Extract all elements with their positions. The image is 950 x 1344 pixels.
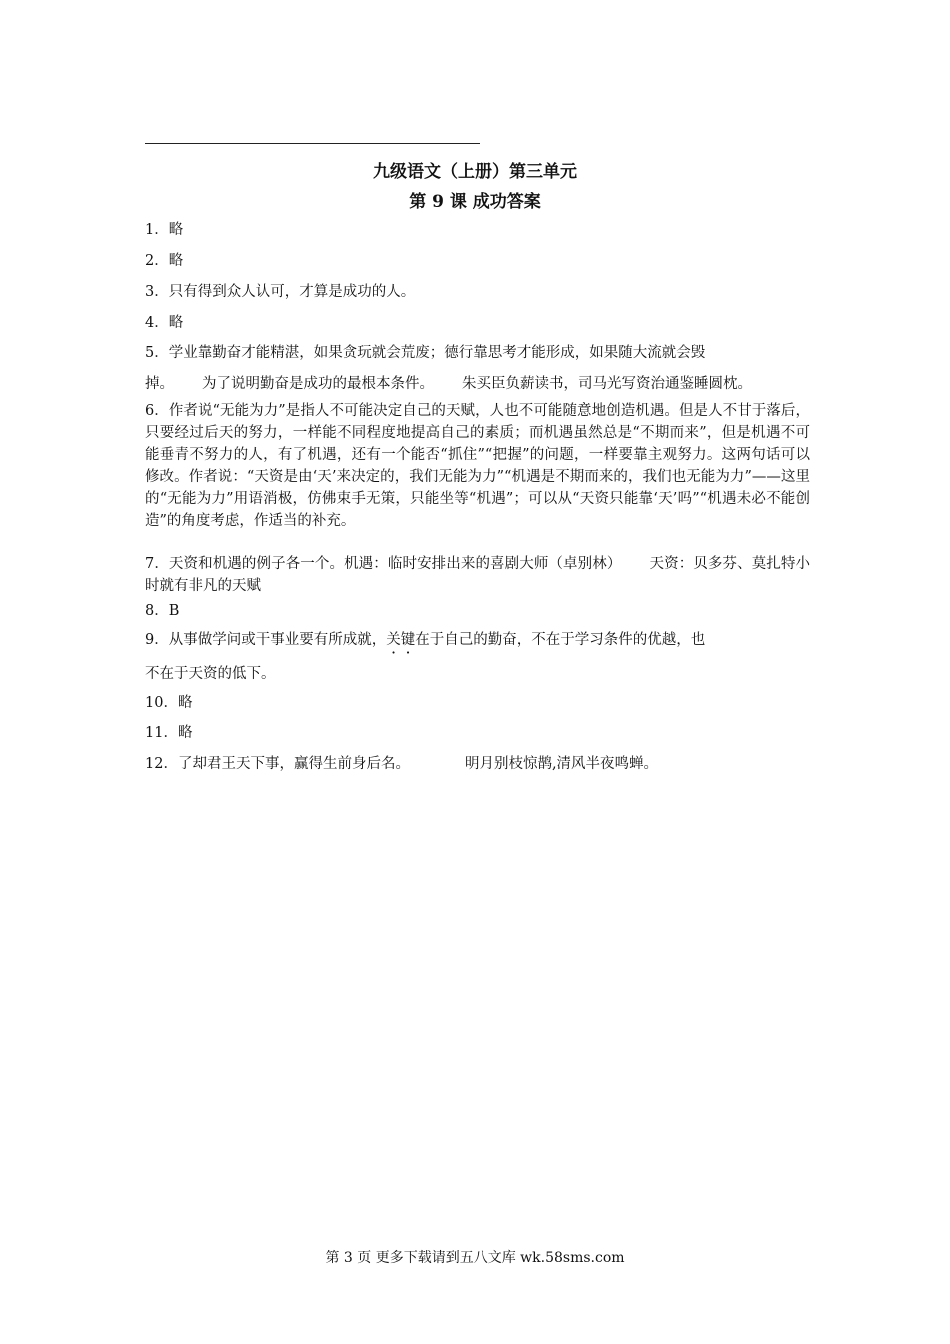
answer-1: 1．略 [145, 222, 184, 238]
answer-9-pre: 9．从事做学问或干事业要有所成就， [145, 632, 387, 648]
answer-12-part-b: 明月别枝惊鹊,清风半夜鸣蝉。 [464, 756, 659, 772]
lesson-subtitle: 第 9 课 成功答案 [409, 192, 541, 212]
answer-6: 6．作者说“无能为力”是指人不可能决定自己的天赋，人也不可能随意地创造机遇。但是人不甘于落后，只要经过后天的努力，一样能不同程度地提高自己的素质；而机遇虽然总是“不期而来”，但是机遇不可能垂青不努力的人，有了机遇，还有一个能否“抓住”“把握”的问题，一样要靠主观努力。这两句话可以修改。作者说：“天资是由‘天’来决定的，我们无能为力”“机遇是不期而来的，我们也无能为力”——这里的“无能为力”用语消极，仿佛束手无策，只能坐等“机遇”；可以从“天资只能靠‘天’吗”“机遇未必不能创造”的角度考虑，作适当的补充。 [145, 403, 810, 529]
page-title: 九级语文（上册）第三单元 [373, 162, 577, 182]
answer-5-part-a: 掉。 [145, 376, 174, 392]
answer-5-part-c: 朱买臣负薪读书，司马光写资治通鉴睡圆枕。 [462, 376, 752, 392]
answer-9-post: 在于自己的勤奋，不在于学习条件的优越，也 [415, 632, 706, 648]
answer-7-part-a: 7．天资和机遇的例子各一个。机遇：临时安排出来的喜剧大师（卓别林） [145, 556, 622, 572]
answer-9-line-1 [145, 630, 705, 650]
emphasis-char-2: 键 [400, 632, 416, 648]
answer-9-line-2: 不在于天资的低下。 [145, 666, 276, 682]
answer-10: 10．略 [145, 695, 193, 711]
answer-2: 2．略 [145, 253, 184, 269]
page-footer: 第 3 页 更多下载请到五八文库 wk.58sms.com [325, 1250, 625, 1266]
answer-12 [145, 754, 658, 774]
answer-11: 11．略 [145, 725, 193, 741]
answer-5-line-2 [145, 374, 752, 394]
header-rule [145, 143, 480, 144]
answer-3: 3．只有得到众人认可，才算是成功的人。 [145, 284, 416, 300]
answer-7 [145, 553, 810, 597]
answer-7-part-b: 天资：贝多芬、莫扎特小时就有非凡的天赋 [145, 556, 810, 594]
answer-4: 4．略 [145, 315, 184, 331]
answer-5-part-b: 为了说明勤奋是成功的最根本条件。 [202, 376, 434, 392]
emphasis-char-1: 关 [386, 632, 401, 648]
answer-5-line-1: 5．学业靠勤奋才能精湛，如果贪玩就会荒废；德行靠思考才能形成，如果随大流就会毁 [145, 345, 706, 361]
answer-12-part-a: 12．了却君王天下事，赢得生前身后名。 [145, 756, 410, 772]
answer-8: 8．B [145, 603, 180, 619]
